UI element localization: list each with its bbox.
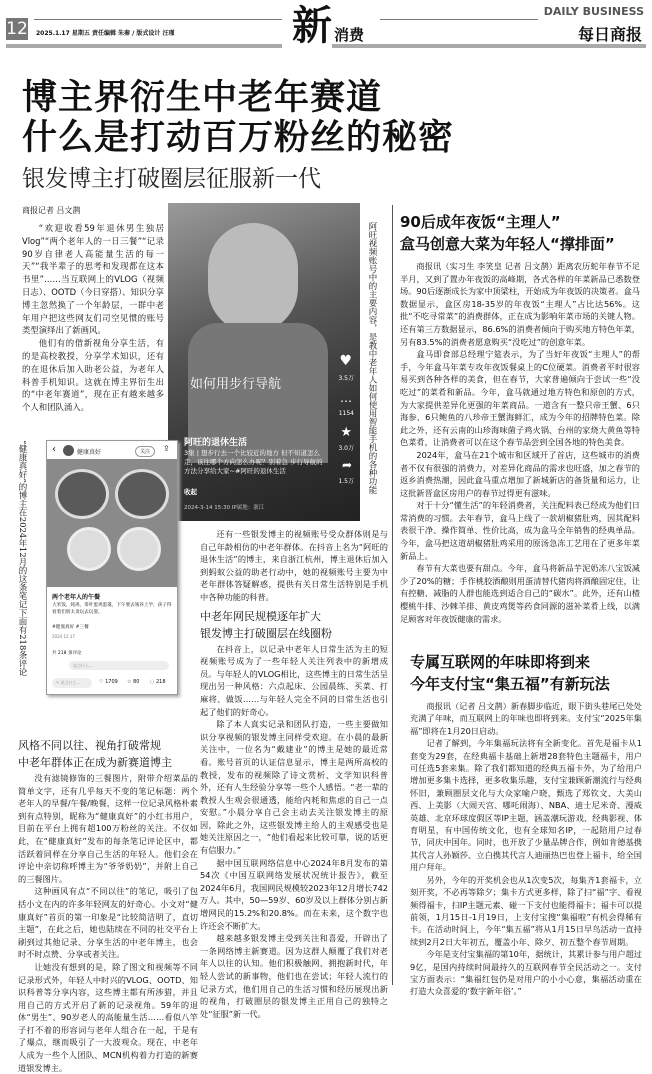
video-account[interactable]: 阿旺的退休生活 — [184, 438, 248, 448]
like-button[interactable] — [99, 679, 118, 685]
paragraph: 除了本人真实记录和团队打造，一些主要做知识分享视频的银发博主同样受欢迎。在小晨的最新关注中，一位名为“戴建业”的博主是她的最近常看。账号首页的认证信息显示，博主是两所高校的教授，发布的视频除了诗文赏析、文学知识科普外，还有人生经验分享等一些个人感悟。“老一辈的教授人生观会很通透，能给内耗和焦虑的自己一点安慰。”小晨分享自己会主动去关注银发博主的原因，除此之外，这些银发博主给人的主观感受也是她关注原因之一，“他们看起来比较可靠，说的话更有信服力。” — [200, 719, 388, 856]
write-comment-button[interactable]: ✎ 说点什么... — [52, 678, 92, 688]
paragraph: 据中国互联网络信息中心2024年8月发布的第54次《中国互联网络发展状况统计报告》，截至2024年6月，我国网民规模较2023年12月增长742万人。其中，50—59岁、60岁及以上群体分别占新增网民的15.2%和20.8%。而在未来，这个数字也许还会不断扩大。 — [200, 857, 388, 931]
dateline: 2025.1.17 星期五 责任编辑 朱秦 / 版式设计 汪瑾 — [36, 30, 175, 37]
paragraph: 没有滤镜修饰的三餐图片，附带介绍菜品的简单文字，还有几乎每天不变的笔记标题：两个老年人的早餐/午餐/晚餐，这样一位记录风格朴素到有点特别，昵称为“健康真好”的小红书用户，目前在平台上拥有超100万粉丝的关注。不仅如此，在“健康真好”发布的每条笔记评论区中，都活跃着同样在分享自己生活的年轻人。他们会在评论中亲切称呼博主为“爷爷奶奶”，并附上自己的三餐图片。 — [18, 773, 198, 884]
post-title: 两个老年人的午餐 — [52, 594, 101, 601]
headline-line2: 什么是打动百万粉丝的秘密 — [22, 118, 455, 158]
paragraph: 还有一些银发博主的视频账号受众群体则是与自己年龄相仿的中老年群体。在抖音上名为“阿旺的退休生活”的博主，来自浙江杭州，博主退休后加入到蚂蚁公益的助老行动中，她的视频账号主要为中老年群体答疑解惑，提供有关日常生活特别是手机中各种功能的科普。 — [200, 529, 388, 602]
share-icon[interactable]: ➦ — [341, 458, 352, 472]
header-rule — [34, 19, 282, 20]
subheadline: 银发博主打破圈层征服新一代 — [22, 166, 321, 192]
comment-icon[interactable]: … — [340, 391, 352, 405]
paper-name: 每日商报 — [577, 25, 642, 44]
share-count: 1.5万 — [338, 478, 354, 485]
favorite-button[interactable] — [127, 679, 139, 685]
paragraph: 越来越多银发博主受到关注和喜爱，开辟出了一条网络博主新赛道。因为这群人颠覆了我们对老年人以往的认知。他们积极触网、拥抱新时代，年轻人尝试的新事物，他们也在尝试；年轻人流行的记录方式，他们用自己的生活习惯和经历展现出新的视角，打破圈层的银发博主正用自己的独特之处“征服”新一代。 — [200, 933, 388, 1019]
heart-icon: ♡ — [99, 679, 104, 685]
paragraph: “欢迎收看59年退休男生独居Vlog”“两个老年人的一日三餐”“记录90岁自律老人高能量生活的每一天”“我半辈子的思考和发现都在这本书里”……当互联网上的VLOG（视频日志）、OOTD（今日穿搭）、知识分享博主忽然换了一个年龄层，一群中老年用户把这些网友们司空见惯的账号类型演绎出了新画风。 — [22, 223, 164, 336]
star-icon[interactable]: ★ — [340, 425, 352, 440]
favorite-count: 3.0万 — [338, 445, 354, 452]
like-icon[interactable]: ♥ — [339, 353, 352, 369]
side1-body — [400, 260, 640, 625]
header-rule-right — [380, 19, 538, 20]
paragraph: 另外，今年的开奖机会也从1次变5次，每集齐1套福卡，立刻开奖，不必再等除夕；集卡方式更多样，除了扫“福”字、看视频得福卡，扫IP主题元素、碰一下支付也能得福卡；福卡可以提前领，1月15日-1月19日，上支付宝搜“集福啦”有机会得稀有卡。在活动时间上，今年“集五福”将从1月15日早鸟活动一直持续到2月2日大年初五，覆盖小年、除夕、初五整个春节周期。 — [410, 874, 642, 947]
subhead2-line2: 银发博主打破圈层在线圈粉 — [200, 626, 332, 640]
paragraph: 这种画风有点“不同以往”的笔记，吸引了包括小文在内的许多年轻网友的好奇心。小文对“健康真好”首页的第一印象是“比较简洁明了，直切主题”，在此之后，她也陆续在不同的社交平台上刷到过其他记录、分享生活的中老年博主，也会时不时点赞、分享或者关注。 — [18, 886, 198, 960]
comment-icon: ◌ — [150, 679, 155, 685]
video-overlay-title: 如何用步行导航 — [190, 377, 282, 392]
subhead1-line1: 风格不同以往、视角打破常规 — [18, 739, 161, 752]
star-icon: ☆ — [127, 679, 132, 685]
paper-english-name: DAILY BUSINESS — [543, 5, 644, 18]
like-count: 3.5万 — [338, 375, 354, 382]
video-meta: 2024-3-14 15:30 IP属地：浙江 — [184, 505, 265, 511]
person-face — [208, 223, 298, 333]
rice-bowl-icon — [117, 527, 161, 571]
video-caption-text: 3集 | 想步行去一个比较近的地方 但不知道怎么走，该往哪个方向怎么办呢？别着急 步行导航的方法分享给大家~#阿旺的退休生活 — [184, 449, 323, 475]
follow-button[interactable]: 关注 — [135, 446, 155, 457]
post-text: 大米饭、炖鸡、茶叶蛋鸡蛋羹，下午要去领养上学，孩子得看着们别太贪玩去玩耍。 — [52, 603, 172, 615]
section-logo-char: 新 — [292, 2, 332, 49]
paragraph: 商报讯（记者 吕文鹊）新春脚步临近，眼下街头巷尾已处处充满了年味，而互联网上的年味也即将到来。支付宝“2025年集福”即将在1月20日启动。 — [410, 701, 642, 736]
share-icon[interactable]: ⇪ — [163, 444, 170, 453]
comment-input[interactable]: 说点什么... — [69, 661, 169, 670]
subhead1-line2: 中老年群体正在成为新赛道博主 — [18, 756, 172, 769]
paragraph: 他们有的借新视角分享生活，有的是高校教授，分享学术知识，还有的在退休后加入助老公益，为老年人科普手机知识。这就在博主界衍生出的“中老年赛道”，现在正有越来越多个人和团队涌入。 — [22, 338, 164, 413]
comment-count: 1154 — [338, 410, 354, 417]
paragraph: 春节有大菜也要有甜点。今年，盒马将新品芋泥奶冻八宝饭减少了20%的糖；手作桃胶酒酿则用蛋清替代猪肉将酒酿固定住，让有控糖、减脂的人群也能选到适合自己的“碳水”。此外，还有山楂樱桃牛排、沙棘羊排、黄皮鸡煲等药食同源的滋补菜肴上线，以满足顾客对年夜饭健康的需求。 — [400, 563, 640, 624]
meal-photo — [47, 459, 178, 587]
paragraph: 让她没有想到的是，除了图文和视频等不同记录形式外，年轻人中时兴的VLOG、OOTD、知识科普等分享内容，这些博主都有所涉猎，并且用自己的方式开启了新的记录视角。59年的退休“男生”、90岁老人的高能量生活……看似八竿子打不着的形容词与老年人组合在一起，于是有了爆点，继而吸引了一大波观众。现在，中老年人成为一些个人团队、MCN机构着力打造的新赛道银发博主。 — [18, 961, 198, 1073]
section-name: 消费 — [334, 26, 365, 44]
back-icon[interactable]: ‹ — [52, 444, 56, 455]
intro-text — [22, 222, 164, 414]
phone-screenshot — [46, 440, 178, 695]
post-date: 2024 12 17 — [52, 634, 75, 639]
column-divider — [392, 205, 393, 985]
byline: 商报记者 吕文鹊 — [22, 206, 81, 215]
middle-column — [200, 528, 388, 1020]
paragraph: 对于十分“懂生活”的年轻消费者，关注配料表已经成为他们日常消费的习惯。去年春节，盒马上线了一款胡椒猪肚鸡，因其配料表很干净、操作简单、性价比高，成为盒马全年销售的经典单品。今年，盒马把这道胡椒猪肚鸡采用的原汤急冻工艺用在了更多年菜新品上。 — [400, 500, 640, 561]
phone-photo-caption: “健康真好”的博主在2024年12月的这条笔记下面有218条评论 — [17, 440, 27, 676]
bowl-icon — [115, 469, 169, 519]
paragraph: 在抖音上，以记录中老年人日常生活为主的短视频账号成为了一些年轻人关注列表中的新增成员。与年轻人的VLOG相比，这些博主的日常生活呈现出另一种风格：六点起床、公园晨练、买菜、打麻将、做饭……与年轻人完全不同的日常生活也引起了他们的好奇心。 — [200, 643, 388, 717]
side2-title-line1: 专属互联网的年味即将到来 — [410, 653, 591, 671]
comment-count-label: 共 218 条评论 — [52, 651, 82, 656]
collapse-link[interactable]: 收起 — [184, 488, 197, 496]
paragraph: 盒马即食部总经理宁筵表示，为了当好年夜饭“主理人”的帮手，今年盒马年菜专攻年夜饭餐桌上的C位硬菜。消费者平时很容易买到各种各样的美食，但在春节，大家普遍倾向于尝试一些“没吃过”的菜肴和新品。今年，盒马就通过地方特色和原创的方式，为大家提供差异化更强的年菜商品。一道含有一整只帝王蟹、6只海参、6只鲍鱼的八珍帝王蟹海鲜汇，成为今年的招牌特色菜。除此之外，还有云南的山珍海味菌子鸡火锅、台州的家烧大黄鱼等特色菜肴，让消费者可以在这个春节品尝到全国各地的特色美食。 — [400, 349, 640, 448]
header-bar-left — [6, 44, 282, 48]
paragraph: 记者了解到，今年集福玩法将有全新变化。首先是福卡从1套变为29套，在经典福卡基础上新增28套特色主题福卡，用户可任选5套来集。除了我们都知道的经典五福卡外，为了给用户增加更多集卡选择，更多收集乐趣，支付宝兼顾新潮流行与经典怀旧，兼顾圈层文化与大众家喻户晓，甄选了郑钦文、大美山西、上美影（大闹天宫、哪吒闹海）、NBA、迪士尼米奇、漫威英雄、北京环球度假区等IP主题，涵盖潮玩游戏、经典影视、体育明星，有中国传统文化，也有全球知名IP，一起陪用户过春节，同庆中国年。同时，也开放了少量品牌合作，例如肯德基携其代言人孙颖莎、立白携其代言人迪丽热巴也登上福卡，给全国用户拜年。 — [410, 738, 642, 873]
favorite-count: 80 — [133, 679, 140, 685]
headline-line1: 博主界衍生中老年赛道 — [22, 78, 383, 118]
like-count: 1709 — [105, 679, 118, 685]
avatar[interactable] — [63, 445, 74, 456]
paragraph: 2024年，盒马在21个城市和区域开了首店，这些城市的消费者不仅有很强的消费力，对差异化商品的需求也旺盛，加之春节的返乡消费热潮，因此盒马重点增加了新城新店的备货量和运力，让这批新晋盒区房用户的春节过得更有滋味。 — [400, 449, 640, 498]
paragraph: 今年是支付宝集福的第10年，据统计，其累计参与用户超过9亿，是国内持续时间最持久的互联网春节全民活动之一。支付宝方面表示：“集福红包仍是对用户的小小心意，集福活动重在打造大众喜爱的‘数字新年俗’。” — [410, 949, 642, 997]
paragraph: 商报讯（实习生 李笑皇 记者 吕文鹊）距离农历蛇年春节不足半月，又到了置办年夜饭的高峰期，各式各样的年菜新品已悉数登场。90后逐渐成长为家中顶梁柱，开始成为年夜饭的决策者。盒马数据显示，盒区房18-35岁的年夜饭“主理人”占比达56%。这批“不吃寻常菜”的消费群体，正在成为影响年菜市场的关键人物。还有第三方数据显示，86.6%的消费者倾向于购买地方特色年菜，另有83.5%的消费者愿意购买“没吃过”的创意年菜。 — [400, 261, 640, 347]
rice-bowl-icon — [67, 527, 111, 571]
side1-title-line1: 90后成年夜饭“主理人” — [400, 213, 561, 231]
comment-button[interactable] — [150, 679, 166, 685]
bowl-icon — [55, 469, 109, 519]
side2-title-line2: 今年支付宝“集五福”有新玩法 — [410, 675, 610, 693]
page-number: 12 — [6, 19, 28, 39]
comment-count: 218 — [155, 679, 166, 685]
post-tags[interactable]: #健康真好 #三餐 — [52, 625, 89, 630]
username[interactable]: 健康真好 — [77, 449, 102, 456]
side1-title-line2: 盒马创意大菜为年轻人“撑排面” — [400, 235, 615, 253]
side2-body — [410, 700, 642, 998]
video-photo-caption: 阿旺视频账号中的主要内容，是教中老年人如何使用智能手机的各种功能 — [367, 222, 377, 494]
video-screenshot — [168, 203, 360, 521]
subhead2-line1: 中老年网民规模逐年扩大 — [200, 609, 321, 623]
